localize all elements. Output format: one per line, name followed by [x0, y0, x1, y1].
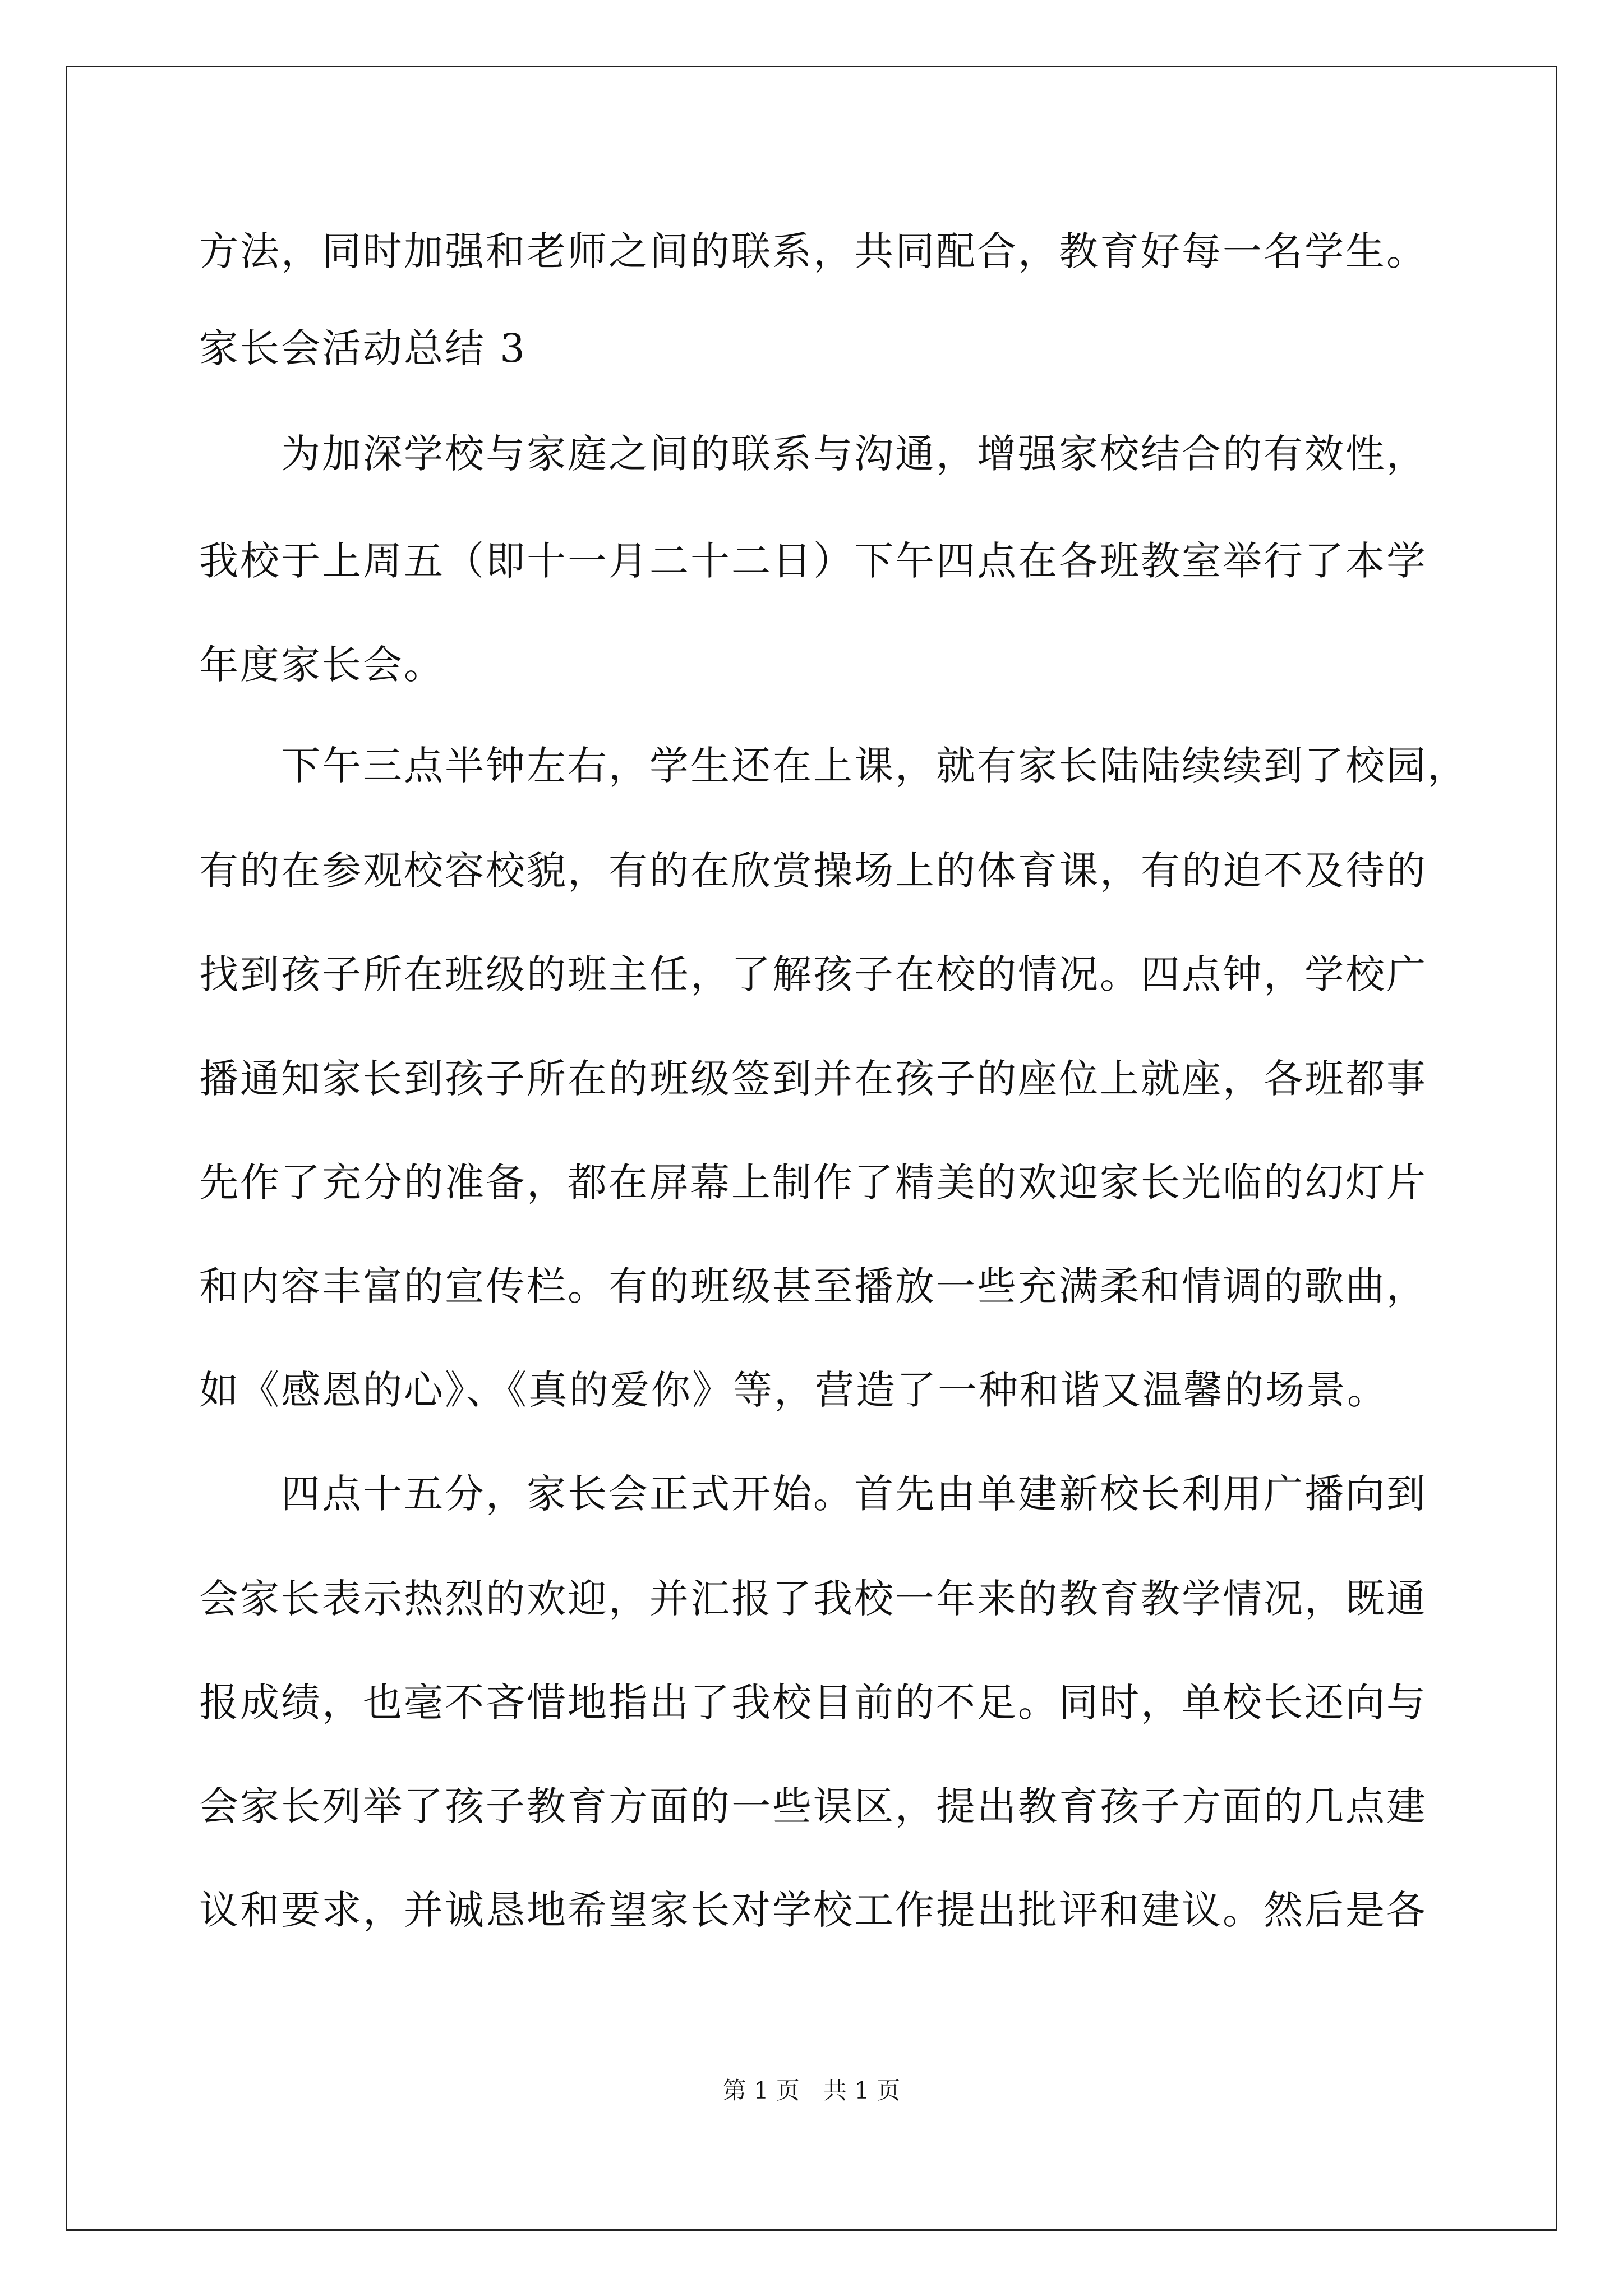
text-line-6: 下午三点半钟左右，学生还在上课，就有家长陆陆续续到了校园，	[199, 743, 1468, 789]
page-number-footer: 第 1 页 共 1 页	[722, 2077, 901, 2104]
text-line-4: 我校于上周五（即十一月二十二日）下午四点在各班教室举行了本学	[199, 538, 1427, 584]
text-line-8: 找到孩子所在班级的班主任，了解孩子在校的情况。四点钟，学校广	[199, 951, 1427, 997]
text-line-16: 会家长列举了孩子教育方面的一些误区，提出教育孩子方面的几点建	[199, 1783, 1427, 1829]
text-line-15: 报成绩，也毫不吝惜地指出了我校目前的不足。同时，单校长还向与	[199, 1680, 1427, 1726]
text-line-10: 先作了充分的准备，都在屏幕上制作了精美的欢迎家长光临的幻灯片	[199, 1159, 1427, 1205]
text-line-13: 四点十五分，家长会正式开始。首先由单建新校长利用广播向到	[199, 1471, 1427, 1517]
text-line-17: 议和要求，并诚恳地希望家长对学校工作提出批评和建议。然后是各	[199, 1887, 1427, 1933]
text-line-7: 有的在参观校容校貌，有的在欣赏操场上的体育课，有的迫不及待的	[199, 848, 1427, 894]
text-line-11: 和内容丰富的宣传栏。有的班级甚至播放一些充满柔和情调的歌曲，	[199, 1263, 1427, 1309]
text-line-14: 会家长表示热烈的欢迎，并汇报了我校一年来的教育教学情况，既通	[199, 1576, 1427, 1622]
section-heading: 家长会活动总结 3	[199, 325, 527, 371]
text-line-3: 为加深学校与家庭之间的联系与沟通，增强家校结合的有效性，	[199, 431, 1427, 477]
text-line-1: 方法，同时加强和老师之间的联系，共同配合，教育好每一名学生。	[199, 228, 1427, 274]
text-line-12: 如《感恩的心》、《真的爱你》等，营造了一种和谐又温馨的场景。	[199, 1367, 1388, 1413]
text-line-5: 年度家长会。	[199, 642, 445, 688]
text-line-9: 播通知家长到孩子所在的班级签到并在孩子的座位上就座，各班都事	[199, 1056, 1427, 1102]
